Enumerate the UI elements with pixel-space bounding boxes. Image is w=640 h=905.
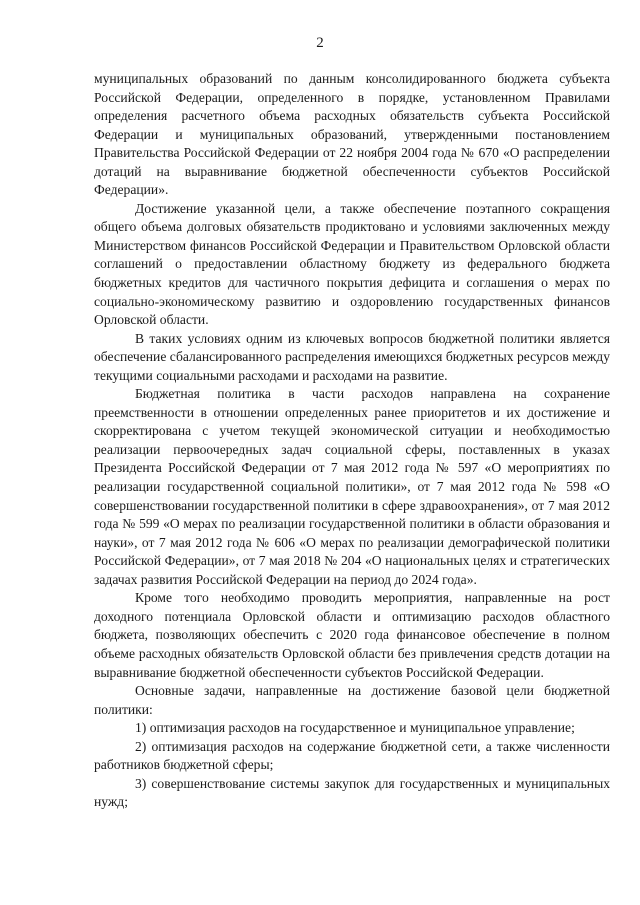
list-item-2: 2) оптимизация расходов на содержание бюджетной сети, а также численности работников бюджетной сферы; [94, 738, 610, 773]
paragraph-4: Бюджетная политика в части расходов направлена на сохранение преемственности в отношении определенных ранее приоритетов и их достижение и скорректирована с учетом текущей экономической ситуации и необходимостью реализации первоочередных задач социальной сферы, поставленных в указах Президента Российской Федерации от 7 мая 2012 года № 597 «О мероприятиях по реализации государственной социальной политики», от 7 мая 2012 года № 598 «О совершенствовании государственной политики в сфере здравоохранения», от 7 мая 2012 года № 599 «О мерах по реализации государственной политики в области образования и науки», от 7 мая 2012 года № 606 «О мерах по реализации демографической политики Российской Федерации», от 7 мая 2018 № 204 «О национальных целях и стратегических задачах развития Российской Федерации на период до 2024 года». [94, 386, 610, 587]
list-item-1: 1) оптимизация расходов на государственное и муниципальное управление; [135, 720, 575, 736]
document-body [94, 70, 610, 812]
paragraph-2: Достижение указанной цели, а также обеспечение поэтапного сокращения общего объема долговых обязательств продиктовано и условиями заключенных между Министерством финансов Российской Федерации и Правительством Орловской области соглашений о предоставлении областному бюджету из федерального бюджета бюджетных кредитов для частичного покрытия дефицита и соглашения о мерах по социально-экономическому развитию и оздоровлению государственных финансов Орловской области. [94, 200, 610, 328]
paragraph-3: В таких условиях одним из ключевых вопросов бюджетной политики является обеспечение сбалансированного распределения имеющихся бюджетных ресурсов между текущими социальными расходами и расходами на развитие. [94, 330, 610, 383]
paragraph-1: муниципальных образований по данным консолидированного бюджета субъекта Российской Федерации, определенного в порядке, установленном Правилами определения расчетного объема расходных обязательств субъекта Российской Федерации и муниципальных образований, утвержденными постановлением Правительства Российской Федерации от 22 ноября 2004 года № 670 «О распределении дотаций на выравнивание бюджетной обеспеченности субъектов Российской Федерации». [94, 71, 610, 198]
list-item-3: 3) совершенствование системы закупок для государственных и муниципальных нужд; [94, 775, 610, 810]
page-number: 2 [316, 35, 324, 51]
paragraph-5: Кроме того необходимо проводить мероприятия, направленные на рост доходного потенциала Орловской области и оптимизацию расходов областного бюджета, позволяющих обеспечить с 2020 года финансовое обеспечение в полном объеме расходных обязательств Орловской области без привлечения средств дотации на выравнивание бюджетной обеспеченности субъектов Российской Федерации. [94, 590, 610, 680]
paragraph-6: Основные задачи, направленные на достижение базовой цели бюджетной политики: [94, 683, 610, 717]
